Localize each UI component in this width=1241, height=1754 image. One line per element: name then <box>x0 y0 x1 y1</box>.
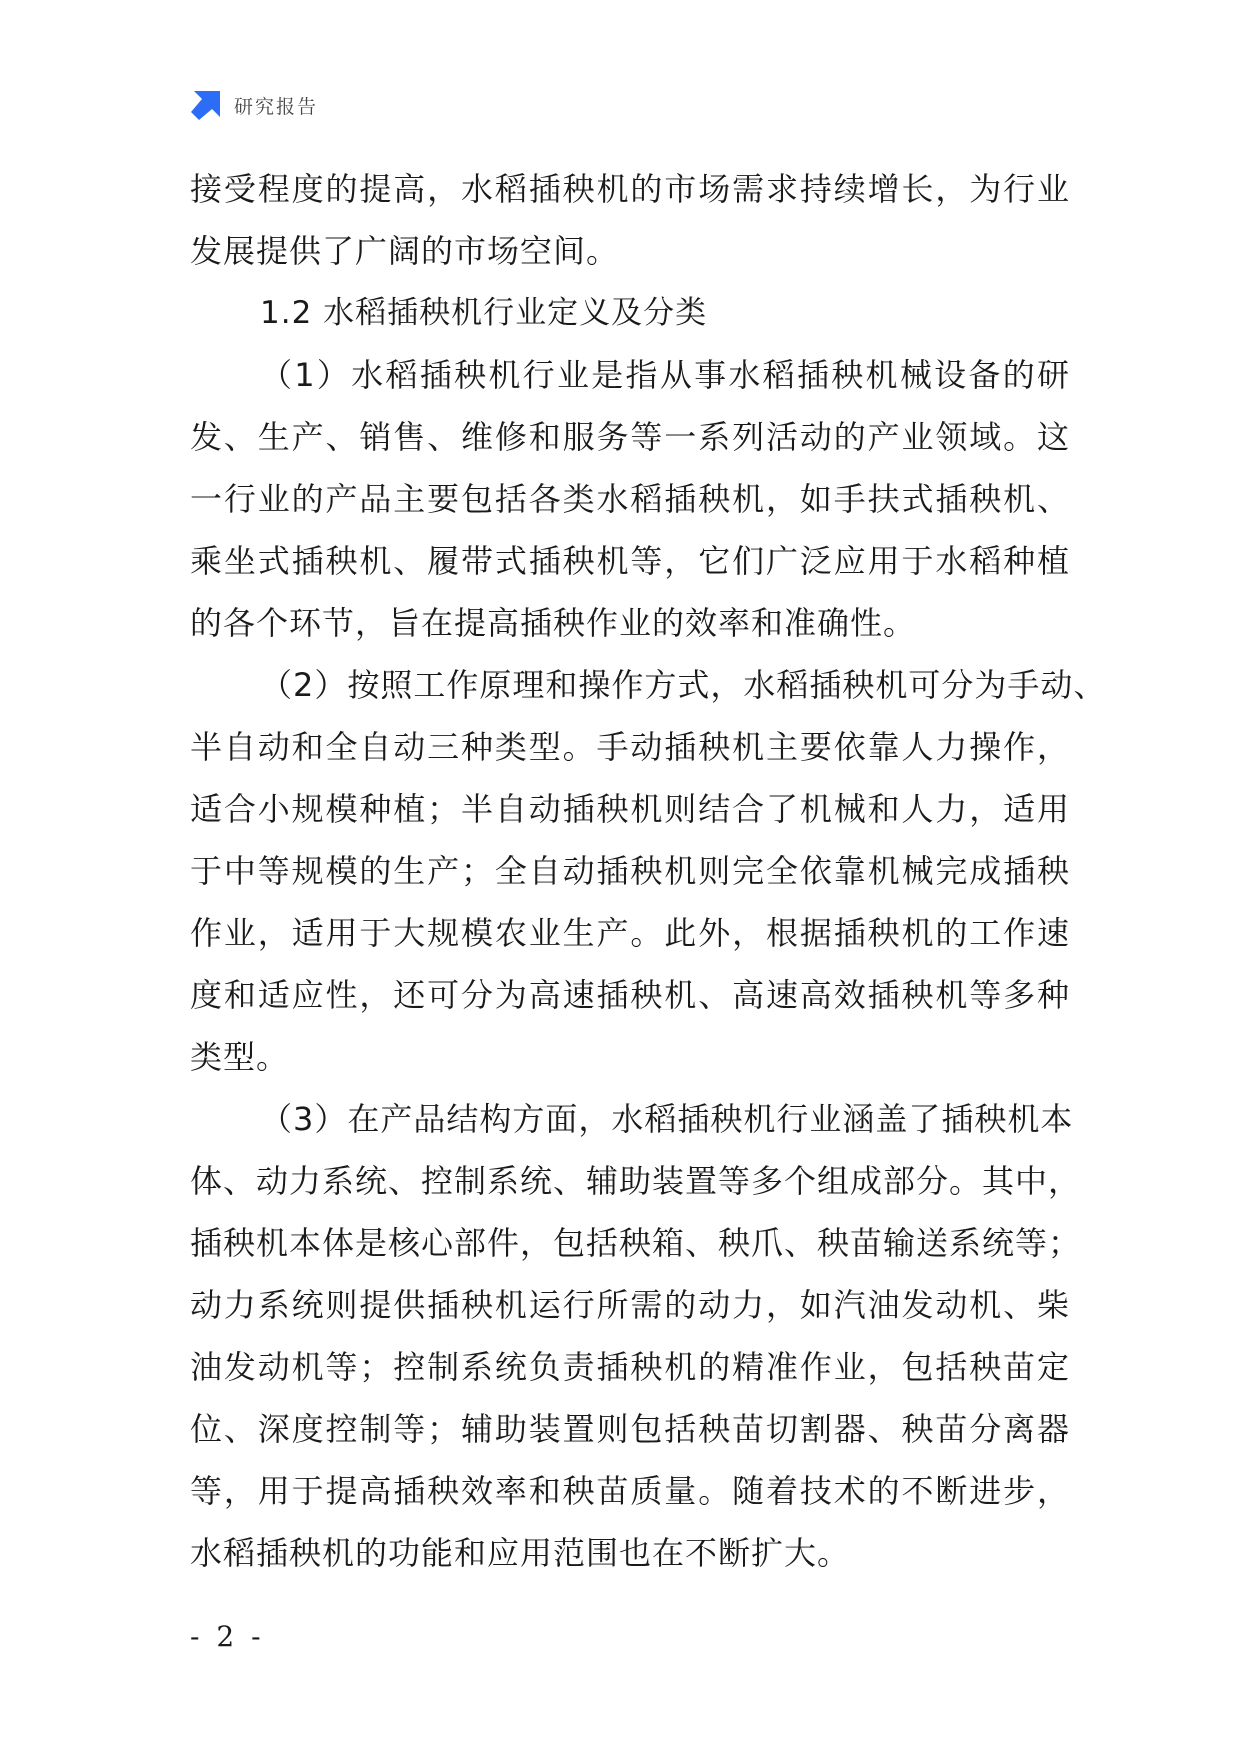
paragraph-2-line-7: 类型。 <box>190 1038 290 1076</box>
intro-line-1: 接受程度的提高，水稻插秧机的市场需求持续增长，为行业 <box>190 170 1070 208</box>
paragraph-2-line-1: （2）按照工作原理和操作方式，水稻插秧机可分为手动、 <box>260 666 1107 704</box>
paragraph-1-line-4: 乘坐式插秧机、履带式插秧机等，它们广泛应用于水稻种植 <box>190 542 1070 580</box>
paragraph-2 <box>190 654 1107 1088</box>
document-body <box>190 158 1107 1584</box>
paragraph-3 <box>190 1088 1082 1584</box>
paragraph-1-line-3: 一行业的产品主要包括各类水稻插秧机，如手扶式插秧机、 <box>190 480 1070 518</box>
intro-line-2: 发展提供了广阔的市场空间。 <box>190 232 620 270</box>
paragraph-2-line-2: 半自动和全自动三种类型。手动插秧机主要依靠人力操作， <box>190 728 1070 766</box>
paragraph-2-line-4: 于中等规模的生产；全自动插秧机则完全依靠机械完成插秧 <box>190 852 1070 890</box>
page-number: - 2 - <box>190 1620 265 1653</box>
paragraph-2-line-6: 度和适应性，还可分为高速插秧机、高速高效插秧机等多种 <box>190 976 1070 1014</box>
paragraph-1-line-5: 的各个环节，旨在提高插秧作业的效率和准确性。 <box>190 604 917 642</box>
paragraph-3-line-4: 动力系统则提供插秧机运行所需的动力，如汽油发动机、柴 <box>190 1286 1070 1324</box>
paragraph-3-line-1: （3）在产品结构方面，水稻插秧机行业涵盖了插秧机本 <box>260 1100 1074 1138</box>
paragraph-3-line-6: 位、深度控制等；辅助装置则包括秧苗切割器、秧苗分离器 <box>190 1410 1070 1448</box>
paragraph-3-line-8: 水稻插秧机的功能和应用范围也在不断扩大。 <box>190 1534 851 1572</box>
paragraph-1 <box>190 344 1070 654</box>
paragraph-1-line-2: 发、生产、销售、维修和服务等一系列活动的产业领域。这 <box>190 418 1070 456</box>
paragraph-3-line-3: 插秧机本体是核心部件，包括秧箱、秧爪、秧苗输送系统等； <box>190 1224 1082 1262</box>
paragraph-2-line-3: 适合小规模种植；半自动插秧机则结合了机械和人力，适用 <box>190 790 1070 828</box>
report-header <box>190 88 318 122</box>
section-heading: 1.2 水稻插秧机行业定义及分类 <box>260 295 708 331</box>
arrow-up-right-icon <box>190 89 222 121</box>
paragraph-2-line-5: 作业，适用于大规模农业生产。此外，根据插秧机的工作速 <box>190 914 1070 952</box>
paragraph-1-line-1: （1）水稻插秧机行业是指从事水稻插秧机械设备的研 <box>260 356 1070 394</box>
paragraph-3-line-2: 体、动力系统、控制系统、辅助装置等多个组成部分。其中， <box>190 1162 1082 1200</box>
paragraph-3-line-7: 等，用于提高插秧效率和秧苗质量。随着技术的不断进步， <box>190 1472 1070 1510</box>
paragraph-3-line-5: 油发动机等；控制系统负责插秧机的精准作业，包括秧苗定 <box>190 1348 1070 1386</box>
header-title: 研究报告 <box>234 95 319 118</box>
